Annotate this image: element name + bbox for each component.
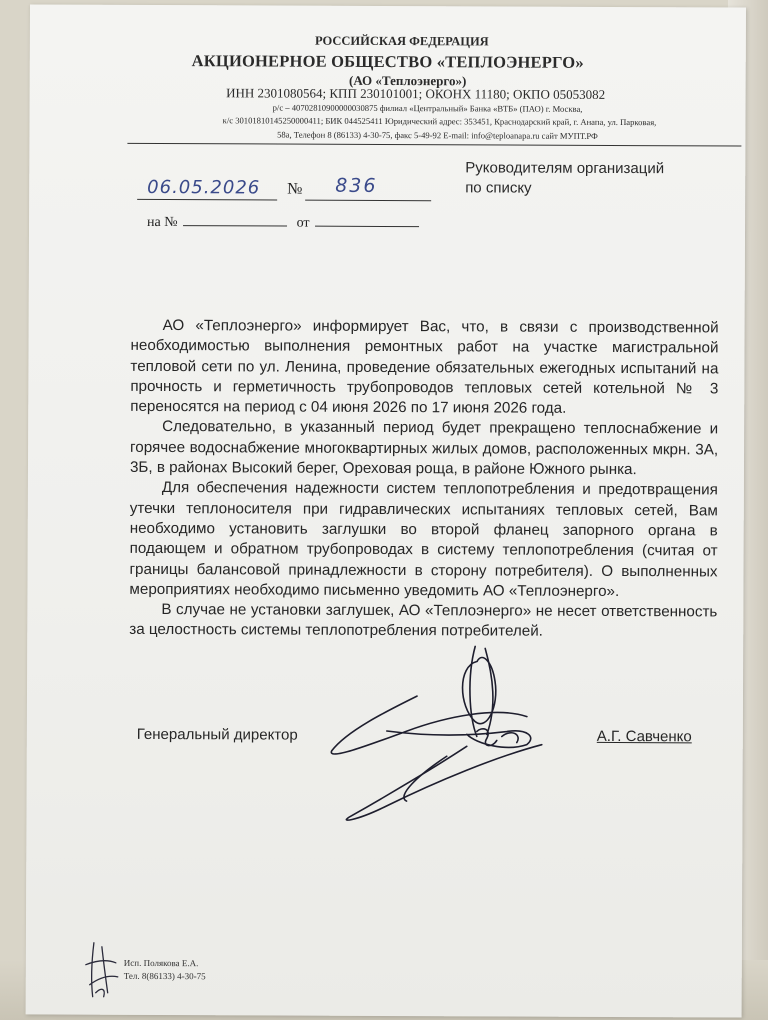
header-registration-codes: ИНН 2301080564; КПП 230101001; ОКОНХ 11180; ОКПО 05053082 [226,85,606,102]
reference-date-blank [315,226,419,227]
reference-number-blank [183,225,287,226]
handwritten-signature [326,636,577,827]
outgoing-number: 836 [335,174,378,197]
header-bank-line-1: р/с – 40702810900000030875 филиал «Центральный» Банка «ВТБ» (ПАО) г. Москва, [272,102,583,114]
number-sign: № [287,180,303,198]
body-paragraph-3: Для обеспечения надежности систем теплопотребления и предотвращения утечки теплоносителя при гидравлических испытаниях тепловых сетей, Вам необходимо установить заглушки во второй фланец запорного органа в подающем и обратном трубопроводах в систему теплопотребления (считая от границы балансовой принадлежности в сторону потребителя). О выполненных мероприятиях необходимо письменно уведомить АО «Теплоэнерго». [129,479,718,600]
addressee-block [465,158,664,199]
letter-body [129,316,718,643]
outgoing-registration [137,175,467,206]
outgoing-date: 06.05.2026 [147,176,261,199]
executor-name: Исп. Полякова Е.А. [123,957,199,969]
signatory-title: Генеральный директор [136,725,298,744]
reference-line [147,215,419,232]
number-underline [305,200,431,202]
signatory-name: А.Г. Савченко [596,727,692,746]
executor-block [124,957,206,983]
body-paragraph-4: В случае не установки заглушек, АО «Теплоэнерго» не несет ответственность за целостность системы теплопотребления потребителей. [129,601,718,641]
body-paragraph-1: АО «Теплоэнерго» информирует Вас, что, в связи с производственной необходимостью выполнения ремонтных работ на участке магистральной тепловой сети по ул. Ленина, проведение обязательных ежегодных испытаний на прочность и герметичность трубопроводов тепловых сетей котельной № 3 переносятся на период с 04 июня 2026 по 17 июня 2026 года. [130,317,719,417]
header-country: РОССИЙСКАЯ ФЕДЕРАЦИЯ [314,33,489,49]
date-underline [137,199,277,201]
header-organization: АКЦИОНЕРНОЕ ОБЩЕСТВО «ТЕПЛОЭНЕРГО» [191,51,584,72]
body-paragraph-2: Следовательно, в указанный период будет прекращено теплоснабжение и горячее водоснабжение многоквартирных жилых домов, расположенных мкрн. 3А, 3Б, в районах Высокий берег, Ореховая роща, в районе Южного рынка. [129,418,719,479]
executor-phone: Тел. 8(86133) 4-30-75 [123,970,206,982]
header-organization-short: (АО «Теплоэнерго») [348,72,467,89]
executor-initials-mark [82,935,124,1001]
header-contacts-line: 58а, Телефон 8 (86133) 4-30-75, факс 5-49-92 E-mail: info@teploanapa.ru сайт МУПТ.РФ [277,129,598,141]
reference-prefix: на № [147,214,178,231]
addressee-line-2: по списку [465,179,532,197]
addressee-line-1: Руководителям организаций [465,159,665,178]
letter-sheet [26,4,746,1017]
reference-from: от [296,215,310,231]
header-bank-line-2: к/с 30101810145250000411; БИК 044525411 Юридический адрес: 353451, Краснодарский край, г. Анапа, ул. Парковая, [222,115,657,128]
header-divider [127,143,741,147]
